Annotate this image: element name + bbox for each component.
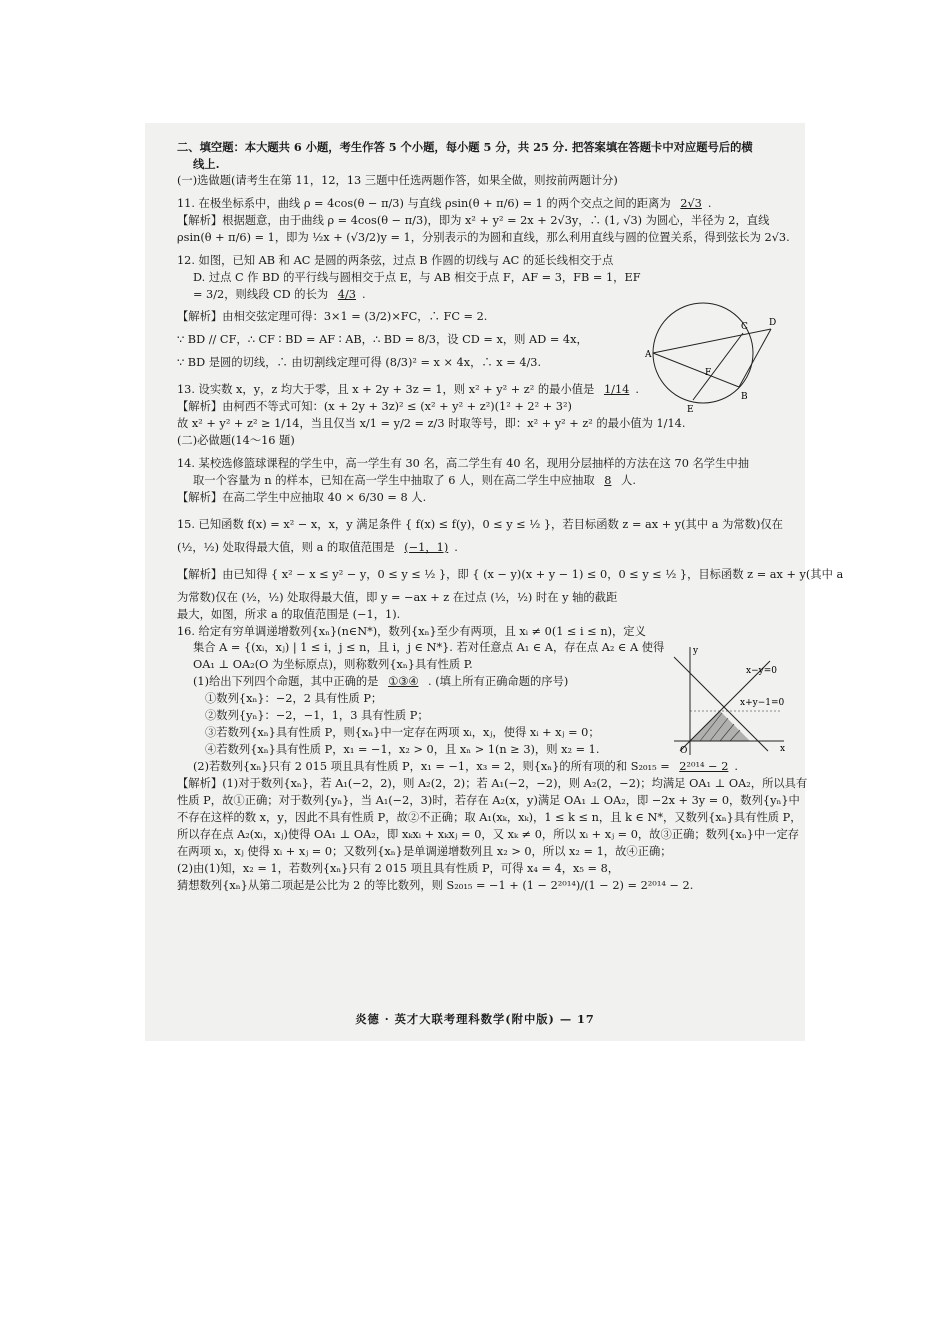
q15-stem-1: 15. 已知函数 f(x) = x² − x，x，y 满足条件 { f(x) ≤ f(y)，0 ≤ y ≤ ½ }，若目标函数 z = ax + y(其中 a 为常数)仅在 xyxy=(177,517,783,531)
q16-sub2: (2)若数列{xₙ}只有 2 015 项且具有性质 P，x₁ = −1，x₃ = 2，则{xₙ}的所有项的和 S₂₀₁₅ = 2²⁰¹⁴ − 2 . xyxy=(193,760,738,773)
q14-answer: 8 xyxy=(604,473,612,487)
label-y-axis: y xyxy=(693,646,699,656)
q16-stem-2: 集合 A = {(xᵢ，xⱼ) | 1 ≤ i，j ≤ n，且 i，j ∈ N*}. 若对任意点 A₁ ∈ A，存在点 A₂ ∈ A 使得 xyxy=(193,641,665,655)
page-content xyxy=(177,139,844,895)
q16-option-4: ④若数列{xₙ}具有性质 P，x₁ = −1，x₂ > 0，且 xₙ > 1(n ≥ 3)，则 x₂ = 1. xyxy=(205,743,600,757)
scanned-page xyxy=(145,123,844,1041)
q14-stem-2: 取一个容量为 n 的样本，已知在高一学生中抽取了 6 人，则在高二学生中应抽取 8 人. xyxy=(193,473,636,487)
q13-stem: 13. 设实数 x，y，z 均大于零，且 x + 2y + 3z = 1，则 x² + y² + z² 的最小值是 1/14 . xyxy=(177,383,639,397)
q12-stem-2: D. 过点 C 作 BD 的平行线与圆相交于点 E，与 AB 相交于点 F，AF = 3，FB = 1，EF xyxy=(193,270,641,284)
q15-region-graph xyxy=(660,643,788,761)
q15-answer: (−1，1) xyxy=(404,540,449,554)
q12-solution-3: ∵ BD 是圆的切线，∴ 由切割线定理可得 (8/3)² = x × 4x，∴ x = 4/3. xyxy=(177,356,542,370)
q16-sub1: (1)给出下列四个命题，其中正确的是 ①③④ . (填上所有正确命题的序号) xyxy=(193,675,569,689)
label-d: D xyxy=(769,318,777,328)
q15-solution-2: 为常数)仅在 (½，½) 处取得最大值，即 y = −ax + z 在过点 (½，½) 时在 y 轴的截距 xyxy=(177,590,618,604)
q16-solution-7: 猜想数列{xₙ}从第二项起是公比为 2 的等比数列，则 S₂₀₁₅ = −1 + (1 − 2²⁰¹⁴)/(1 − 2) = 2²⁰¹⁴ − 2. xyxy=(177,878,694,892)
q16-solution-4: 所以存在点 A₂(xᵢ，xⱼ)使得 OA₁ ⊥ OA₂，即 xₖxᵢ + xₖxⱼ = 0，又 xₖ ≠ 0，所以 xᵢ + xⱼ = 0，故③正确；数列{xₙ}中一定存 xyxy=(177,827,800,841)
q15-stem-2: (½，½) 处取得最大值，则 a 的取值范围是 (−1，1) . xyxy=(177,540,458,554)
q16-solution-3: 不存在这样的数 x，y，因此不具有性质 P，故②不正确；取 A₁(xₖ，xₖ)，1 ≤ k ≤ n，且 k ∈ N*，又数列{xₙ}具有性质 P， xyxy=(177,810,802,824)
q16-sub2-answer: 2²⁰¹⁴ − 2 xyxy=(679,760,729,773)
q12-solution-1: 【解析】由相交弦定理可得：3×1 = (3/2)×FC，∴ FC = 2. xyxy=(177,310,488,324)
section-heading: 二、填空题：本大题共 6 小题，考生作答 5 个小题，每小题 5 分，共 25 分. 把答案填在答题卡中对应题号后的横 xyxy=(177,140,753,154)
label-f: F xyxy=(705,368,712,378)
q13-answer: 1/14 xyxy=(603,383,630,397)
label-x-plus-y: x+y−1=0 xyxy=(740,698,785,708)
q11-solution-2: ρsin(θ + π/6) = 1，即为 ½x + (√3/2)y = 1，分别表示的为圆和直线，那么利用直线与圆的位置关系，得到弦长为 2√3. xyxy=(177,230,790,244)
q12-stem-1: 12. 如图，已知 AB 和 AC 是圆的两条弦，过点 B 作圆的切线与 AC 的延长线相交于点 xyxy=(177,253,614,267)
chord-ab-line xyxy=(653,353,739,387)
q16-solution-2: 性质 P，故①正确；对于数列{yₙ}，当 A₁(−2，3)时，若存在 A₂(x，y)满足 OA₁ ⊥ OA₂，即 −2x + 3y = 0，数列{yₙ}中 xyxy=(177,793,800,807)
label-x-minus-y: x−y=0 xyxy=(746,666,777,676)
q12-stem-3: = 3/2，则线段 CD 的长为 4/3 . xyxy=(193,287,366,301)
q13-solution-1: 【解析】由柯西不等式可知：(x + 2y + 3z)² ≤ (x² + y² + z²)(1² + 2² + 3²) xyxy=(177,400,572,414)
q12-solution-2: ∵ BD // CF，∴ CF ∶ BD = AF ∶ AB，∴ BD = 8/3，设 CD = x，则 AD = 4x， xyxy=(177,333,588,347)
q16-solution-6: (2)由(1)知，x₂ = 1，若数列{xₙ}只有 2 015 项且具有性质 P，可得 x₄ = 4，x₅ = 8， xyxy=(177,861,620,875)
q16-solution-5: 在两项 xᵢ，xⱼ 使得 xᵢ + xⱼ = 0；又数列{xₙ}是单调递增数列且 x₂ > 0，所以 x₂ = 1，故④正确； xyxy=(177,844,672,858)
q16-option-2: ②数列{yₙ}：−2，−1，1，3 具有性质 P； xyxy=(205,709,429,723)
tangent-bd-line xyxy=(739,329,771,387)
q11-stem: 11. 在极坐标系中，曲线 ρ = 4cos(θ − π/3) 与直线 ρsin(θ + π/6) = 1 的两个交点之间的距离为 2√3 . xyxy=(177,196,712,210)
q11-solution-1: 【解析】根据题意，由于曲线 ρ = 4cos(θ − π/3)，即为 x² + y² = 2x + 2√3y，∴ (1, √3) 为圆心，半径为 2，直线 xyxy=(177,213,770,227)
q16-solution-1: 【解析】(1)对于数列{xₙ}，若 A₁(−2，2)，则 A₂(2，2)；若 A₁(−2，−2)，则 A₂(2，−2)；均满足 OA₁ ⊥ OA₂，所以具有 xyxy=(177,776,808,790)
label-e: E xyxy=(687,405,694,415)
label-b: B xyxy=(741,392,748,402)
q11-answer: 2√3 xyxy=(680,196,702,210)
q16-stem-3: OA₁ ⊥ OA₂(O 为坐标原点)，则称数列{xₙ}具有性质 P. xyxy=(193,658,473,672)
part2-heading: (二)必做题(14～16 题) xyxy=(177,434,295,448)
label-x-axis: x xyxy=(780,744,786,754)
q16-option-3: ③若数列{xₙ}具有性质 P，则{xₙ}中一定存在两项 xᵢ，xⱼ，使得 xᵢ + xⱼ = 0； xyxy=(205,726,600,740)
q15-solution-3: 最大，如图，所求 a 的取值范围是 (−1，1). xyxy=(177,607,401,621)
part1-heading: (一)选做题(请考生在第 11，12，13 三题中任选两题作答，如果全做，则按前两题计分) xyxy=(177,173,618,187)
q16-sub1-answer: ①③④ xyxy=(388,675,419,689)
circle-shape xyxy=(653,303,753,403)
label-c: C xyxy=(741,322,748,332)
section-heading-cont: 线上. xyxy=(193,156,220,171)
q12-answer: 4/3 xyxy=(337,287,356,301)
q14-stem-1: 14. 某校选修篮球课程的学生中，高一学生有 30 名，高二学生有 40 名，现用分层抽样的方法在这 70 名学生中抽 xyxy=(177,457,749,470)
q12-circle-figure xyxy=(645,291,777,416)
label-a: A xyxy=(645,350,652,360)
page-footer: 炎德 · 英才大联考理科数学(附中版) — 17 xyxy=(355,1012,595,1026)
q15-solution-1: 【解析】由已知得 { x² − x ≤ y² − y，0 ≤ y ≤ ½ }，即 { (x − y)(x + y − 1) ≤ 0，0 ≤ y ≤ ½ }，目标函数 z = ax + y(其中 a xyxy=(177,567,844,581)
q13-solution-2: 故 x² + y² + z² ≥ 1/14，当且仅当 x/1 = y/2 = z/3 时取等号，即：x² + y² + z² 的最小值为 1/14. xyxy=(177,417,686,431)
q16-option-1: ①数列{xₙ}：−2，2 具有性质 P； xyxy=(205,692,383,706)
q14-solution: 【解析】在高二学生中应抽取 40 × 6/30 = 8 人. xyxy=(177,490,427,504)
label-origin: O xyxy=(680,746,688,756)
q16-stem-1: 16. 给定有穷单调递增数列{xₙ}(n∈N*)，数列{xₙ}至少有两项，且 xᵢ ≠ 0(1 ≤ i ≤ n)，定义 xyxy=(177,624,646,638)
